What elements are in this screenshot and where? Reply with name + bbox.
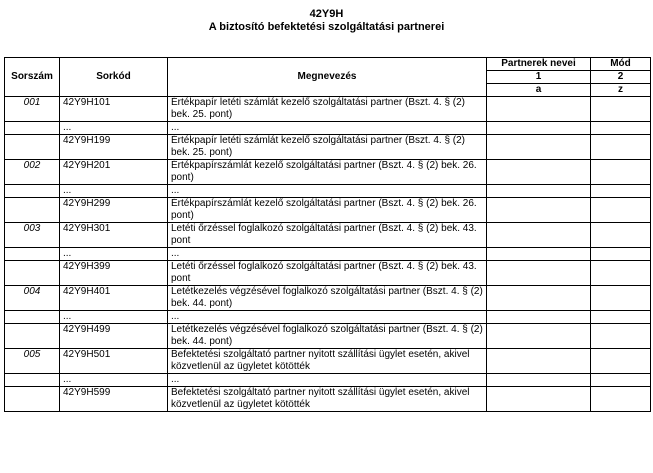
partner-name-cell[interactable]	[487, 185, 591, 198]
mod-cell[interactable]	[591, 135, 651, 160]
table-row	[5, 97, 651, 122]
header-partner-col-code: a	[487, 84, 591, 97]
partner-name-cell[interactable]	[487, 387, 591, 412]
table-row	[5, 248, 651, 261]
mod-cell[interactable]	[591, 185, 651, 198]
table-row	[5, 135, 651, 160]
table-row	[5, 122, 651, 135]
table-row	[5, 311, 651, 324]
table-row	[5, 349, 651, 374]
partner-name-cell[interactable]	[487, 97, 591, 122]
row-megnevezes: Értékpapírszámlát kezelő szolgáltatási partner (Bszt. 4. § (2) bek. 26. pont)	[168, 198, 487, 223]
table-row	[5, 324, 651, 349]
row-sorkod: 42Y9H201	[60, 160, 168, 185]
row-sorkod: 42Y9H399	[60, 261, 168, 286]
header-partner-nevei: Partnerek nevei	[487, 58, 591, 71]
header-sorkod: Sorkód	[60, 58, 168, 97]
row-sorkod: 42Y9H401	[60, 286, 168, 311]
ellipsis-cell: ...	[168, 311, 487, 324]
partner-name-cell[interactable]	[487, 324, 591, 349]
ellipsis-cell: ...	[168, 122, 487, 135]
row-sorszam: 004	[5, 286, 60, 311]
table-row	[5, 374, 651, 387]
mod-cell[interactable]	[591, 311, 651, 324]
row-megnevezes: Letéti őrzéssel foglalkozó szolgáltatási partner (Bszt. 4. § (2) bek. 43. pont	[168, 261, 487, 286]
partner-name-cell[interactable]	[487, 122, 591, 135]
ellipsis-cell: ...	[168, 374, 487, 387]
document-header	[0, 8, 653, 34]
table-row	[5, 160, 651, 185]
header-sorszam: Sorszám	[5, 58, 60, 97]
mod-cell[interactable]	[591, 223, 651, 248]
header-partner-col-number: 1	[487, 71, 591, 84]
header-mod-col-code: z	[591, 84, 651, 97]
row-sorkod: 42Y9H199	[60, 135, 168, 160]
document-title: A biztosító befektetési szolgáltatási partnerei	[208, 21, 445, 33]
row-megnevezes: Értékpapír letéti számlát kezelő szolgáltatási partner (Bszt. 4. § (2) bek. 25. pont)	[168, 97, 487, 122]
table-body	[5, 97, 651, 412]
header-megnevezes: Megnevezés	[168, 58, 487, 97]
mod-cell[interactable]	[591, 248, 651, 261]
table-row	[5, 261, 651, 286]
partner-name-cell[interactable]	[487, 311, 591, 324]
row-sorkod: 42Y9H599	[60, 387, 168, 412]
ellipsis-cell: ...	[168, 185, 487, 198]
mod-cell[interactable]	[591, 374, 651, 387]
partner-name-cell[interactable]	[487, 135, 591, 160]
mod-cell[interactable]	[591, 349, 651, 374]
table-row	[5, 185, 651, 198]
row-megnevezes: Befektetési szolgáltató partner nyitott szállítási ügylet esetén, akivel közvetlenül az ügyletet kötötték	[168, 387, 487, 412]
mod-cell[interactable]	[591, 160, 651, 185]
ellipsis-cell: ...	[60, 248, 168, 261]
row-sorszam: 003	[5, 223, 60, 248]
row-sorkod: 42Y9H101	[60, 97, 168, 122]
mod-cell[interactable]	[591, 387, 651, 412]
ellipsis-cell: ...	[168, 248, 487, 261]
row-sorszam: 002	[5, 160, 60, 185]
row-megnevezes: Értékpapír letéti számlát kezelő szolgáltatási partner (Bszt. 4. § (2) bek. 25. pont)	[168, 135, 487, 160]
ellipsis-cell: ...	[60, 374, 168, 387]
partner-name-cell[interactable]	[487, 261, 591, 286]
row-sorkod: 42Y9H501	[60, 349, 168, 374]
mod-cell[interactable]	[591, 324, 651, 349]
mod-cell[interactable]	[591, 122, 651, 135]
row-megnevezes: Befektetési szolgáltató partner nyitott szállítási ügylet esetén, akivel közvetlenül az ügyletet kötötték	[168, 349, 487, 374]
table-row	[5, 387, 651, 412]
row-sorkod: 42Y9H499	[60, 324, 168, 349]
document-code: 42Y9H	[309, 8, 344, 20]
table-row	[5, 223, 651, 248]
row-megnevezes: Letétkezelés végzésével foglalkozó szolgáltatási partner (Bszt. 4. § (2) bek. 44. pont)	[168, 324, 487, 349]
ellipsis-cell: ...	[60, 185, 168, 198]
partners-table	[4, 57, 651, 412]
row-megnevezes: Értékpapírszámlát kezelő szolgáltatási partner (Bszt. 4. § (2) bek. 26. pont)	[168, 160, 487, 185]
table-row	[5, 286, 651, 311]
mod-cell[interactable]	[591, 97, 651, 122]
partner-name-cell[interactable]	[487, 349, 591, 374]
partner-name-cell[interactable]	[487, 374, 591, 387]
mod-cell[interactable]	[591, 261, 651, 286]
partner-name-cell[interactable]	[487, 198, 591, 223]
mod-cell[interactable]	[591, 286, 651, 311]
partner-name-cell[interactable]	[487, 223, 591, 248]
row-sorszam: 001	[5, 97, 60, 122]
partner-name-cell[interactable]	[487, 286, 591, 311]
row-megnevezes: Letétkezelés végzésével foglalkozó szolgáltatási partner (Bszt. 4. § (2) bek. 44. pont)	[168, 286, 487, 311]
row-megnevezes: Letéti őrzéssel foglalkozó szolgáltatási partner (Bszt. 4. § (2) bek. 43. pont	[168, 223, 487, 248]
header-mod-col-number: 2	[591, 71, 651, 84]
ellipsis-cell: ...	[60, 122, 168, 135]
partner-name-cell[interactable]	[487, 160, 591, 185]
header-mod: Mód	[591, 58, 651, 71]
partner-name-cell[interactable]	[487, 248, 591, 261]
row-sorszam: 005	[5, 349, 60, 374]
ellipsis-cell: ...	[60, 311, 168, 324]
row-sorkod: 42Y9H299	[60, 198, 168, 223]
mod-cell[interactable]	[591, 198, 651, 223]
table-row	[5, 198, 651, 223]
row-sorkod: 42Y9H301	[60, 223, 168, 248]
